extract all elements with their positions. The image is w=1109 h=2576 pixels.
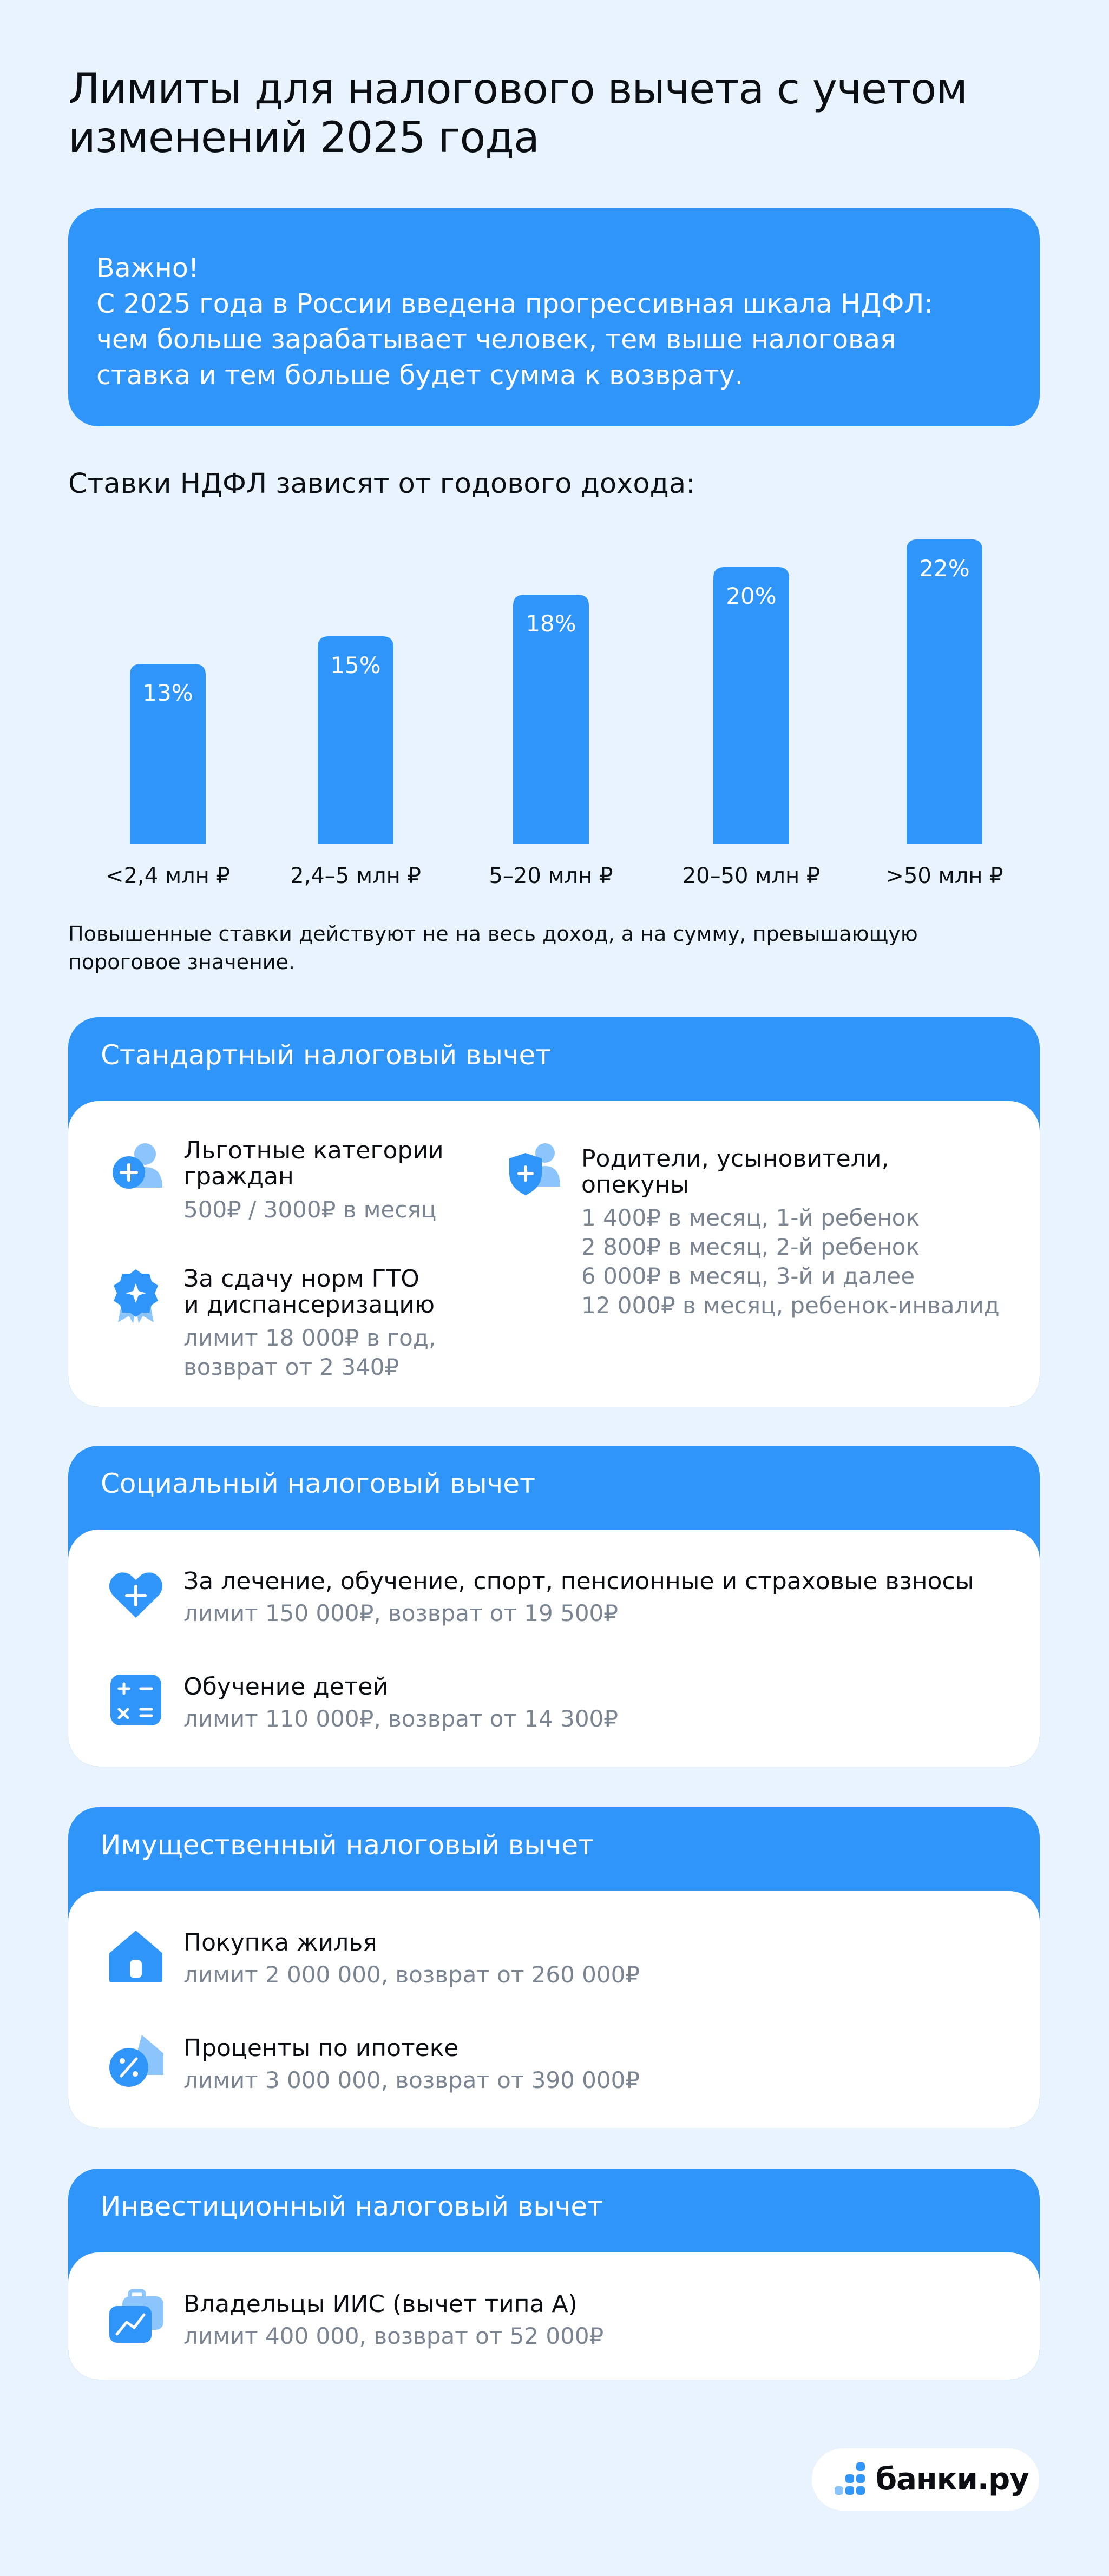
chart-category-label: <2,4 млн ₽ bbox=[106, 864, 230, 888]
chart-category-label: 2,4–5 млн ₽ bbox=[290, 864, 421, 888]
chart-heading: Ставки НДФЛ зависят от годового дохода: bbox=[68, 468, 695, 500]
item-title: Проценты по ипотеке bbox=[183, 2034, 459, 2062]
chart-category-label: >50 млн ₽ bbox=[885, 864, 1003, 888]
chart-value-label: 22% bbox=[919, 555, 970, 582]
section-standard-deduction bbox=[68, 1017, 1040, 1407]
section-title: Инвестиционный налоговый вычет bbox=[101, 2191, 603, 2222]
item-subtitle: 12 000₽ в месяц, ребенок-инвалид bbox=[581, 1292, 1000, 1319]
chart-note bbox=[68, 920, 1032, 976]
item-subtitle: 6 000₽ в месяц, 3-й и далее bbox=[581, 1263, 915, 1289]
shield-people-icon bbox=[504, 1139, 563, 1198]
important-heading: Важно! bbox=[96, 253, 199, 284]
section-body bbox=[68, 2252, 1040, 2380]
banki-dots-logo-icon bbox=[831, 2461, 869, 2497]
item-title: Владельцы ИИС (вычет типа А) bbox=[183, 2290, 578, 2318]
section-body bbox=[68, 1101, 1040, 1407]
list-item bbox=[183, 1930, 640, 1989]
calculator-icon bbox=[106, 1670, 166, 1730]
list-item bbox=[183, 1266, 436, 1382]
tax-rate-bar-chart bbox=[0, 519, 1109, 909]
item-title: и диспансеризацию bbox=[183, 1291, 435, 1319]
chart-note-line: Повышенные ставки действуют не на весь доход, а на сумму, превышающую bbox=[68, 922, 918, 946]
chart-category-label: 5–20 млн ₽ bbox=[489, 864, 613, 888]
item-title: Льготные категории bbox=[183, 1137, 444, 1164]
item-subtitle: лимит 18 000₽ в год, bbox=[183, 1325, 436, 1351]
list-item bbox=[183, 2291, 603, 2351]
section-body bbox=[68, 1891, 1040, 2128]
item-title: За лечение, обучение, спорт, пенсионные и страховые взносы bbox=[183, 1567, 974, 1595]
section-title: Имущественный налоговый вычет bbox=[101, 1829, 594, 1861]
item-subtitle: лимит 110 000₽, возврат от 14 300₽ bbox=[183, 1705, 618, 1732]
section-body bbox=[68, 1530, 1040, 1767]
section-property-deduction bbox=[68, 1807, 1040, 2128]
chart-bar bbox=[907, 539, 982, 844]
item-title: Обучение детей bbox=[183, 1673, 389, 1701]
item-title: граждан bbox=[183, 1163, 294, 1190]
chart-note-line: пороговое значение. bbox=[68, 950, 295, 974]
chart-category-label: 20–50 млн ₽ bbox=[682, 864, 821, 888]
item-subtitle: лимит 150 000₽, возврат от 19 500₽ bbox=[183, 1600, 618, 1626]
chart-value-label: 18% bbox=[526, 610, 576, 637]
important-line: чем больше зарабатывает человек, тем выше налоговая bbox=[96, 324, 896, 355]
list-item bbox=[183, 2035, 640, 2095]
people-plus-icon bbox=[106, 1139, 166, 1198]
list-item bbox=[183, 1138, 444, 1224]
list-item bbox=[581, 1146, 1000, 1320]
section-investment-deduction bbox=[68, 2169, 1040, 2380]
chart-value-label: 15% bbox=[330, 652, 381, 678]
list-item bbox=[183, 1569, 974, 1628]
item-title: Родители, усыновители, bbox=[581, 1145, 889, 1172]
section-social-deduction bbox=[68, 1446, 1040, 1767]
chart-value-label: 20% bbox=[726, 583, 777, 609]
item-subtitle: лимит 400 000, возврат от 52 000₽ bbox=[183, 2323, 604, 2349]
item-subtitle: лимит 3 000 000, возврат от 390 000₽ bbox=[183, 2067, 640, 2093]
item-subtitle: лимит 2 000 000, возврат от 260 000₽ bbox=[183, 1961, 640, 1988]
list-item bbox=[183, 1674, 618, 1734]
page-title-line: Лимиты для налогового вычета с учетом bbox=[68, 65, 968, 114]
heart-plus-icon bbox=[106, 1565, 166, 1624]
item-subtitle: 1 400₽ в месяц, 1-й ребенок bbox=[581, 1204, 920, 1231]
important-line: ставка и тем больше будет сумма к возврату. bbox=[96, 360, 744, 391]
important-callout bbox=[68, 208, 1040, 426]
page-title-line: изменений 2025 года bbox=[68, 114, 539, 162]
award-badge-icon bbox=[106, 1266, 166, 1326]
important-line: С 2025 года в России введена прогрессивная шкала НДФЛ: bbox=[96, 288, 933, 319]
item-subtitle: 2 800₽ в месяц, 2-й ребенок bbox=[581, 1234, 920, 1260]
section-title: Социальный налоговый вычет bbox=[101, 1468, 536, 1499]
house-icon bbox=[106, 1926, 166, 1986]
item-title: опекуны bbox=[581, 1171, 689, 1198]
item-subtitle: возврат от 2 340₽ bbox=[183, 1354, 399, 1380]
item-subtitle: 500₽ / 3000₽ в месяц bbox=[183, 1196, 437, 1223]
page-title bbox=[68, 65, 1042, 162]
portfolio-chart-icon bbox=[106, 2288, 166, 2347]
section-title: Стандартный налоговый вычет bbox=[101, 1039, 552, 1071]
item-title: За сдачу норм ГТО bbox=[183, 1265, 419, 1293]
banki-logo[interactable] bbox=[812, 2448, 1039, 2511]
logo-text: банки.ру bbox=[876, 2462, 1029, 2497]
item-title: Покупка жилья bbox=[183, 1929, 377, 1956]
chart-value-label: 13% bbox=[142, 680, 193, 707]
house-percent-icon bbox=[106, 2032, 166, 2091]
